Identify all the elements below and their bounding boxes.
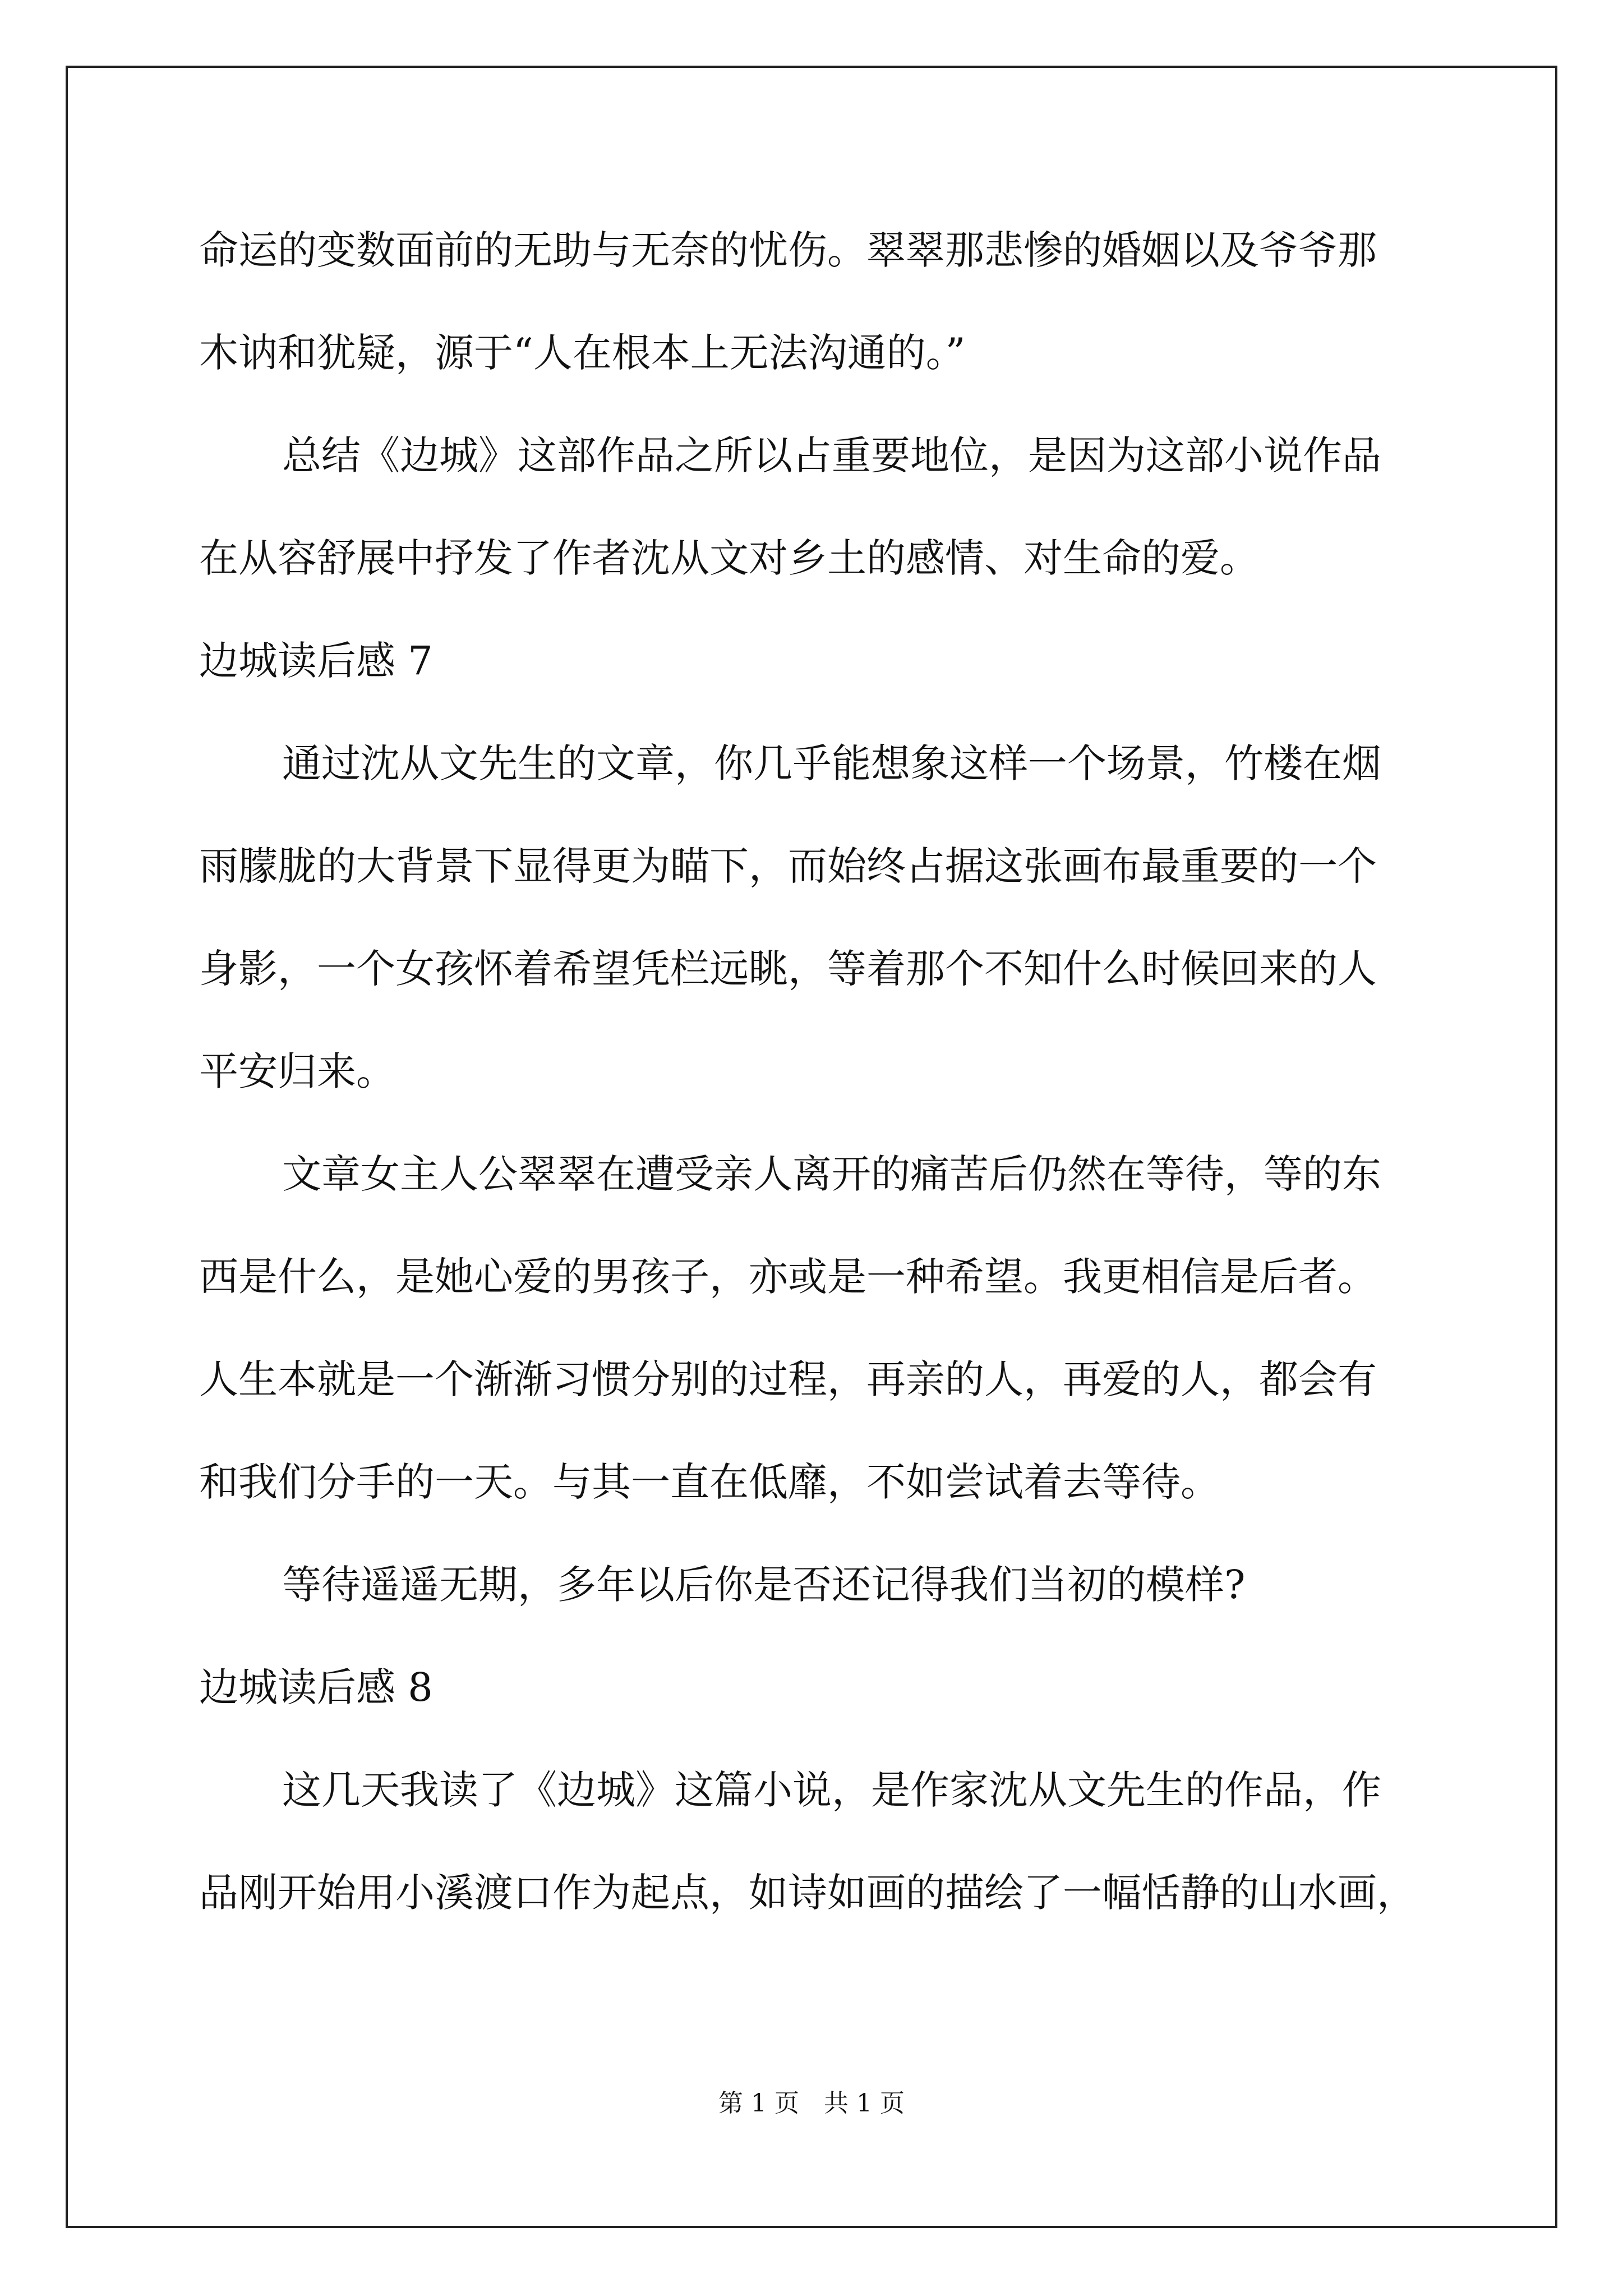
text-line-2: 木讷和犹疑，源于“人在根本上无法沟通的。” xyxy=(199,330,966,376)
text-line-4: 在从容舒展中抒发了作者沈从文对乡土的感情、对生命的爱。 xyxy=(199,535,1259,581)
text-line-11: 西是什么，是她心爱的男孩子，亦或是一种希望。我更相信是后者。 xyxy=(199,1254,1377,1300)
text-line-1: 命运的变数面前的无助与无奈的忧伤。翠翠那悲惨的婚姻以及爷爷那 xyxy=(199,227,1377,273)
text-line-12: 人生本就是一个渐渐习惯分别的过程，再亲的人，再爱的人，都会有 xyxy=(199,1356,1377,1402)
text-line-7: 雨朦胧的大背景下显得更为瞄下，而始终占据这张画布最重要的一个 xyxy=(199,843,1377,889)
text-line-8: 身影，一个女孩怀着希望凭栏远眺，等着那个不知什么时候回来的人 xyxy=(199,946,1377,992)
text-line-16: 这几天我读了《边城》这篇小说，是作家沈从文先生的作品，作 xyxy=(282,1767,1381,1813)
text-line-6: 通过沈从文先生的文章，你几乎能想象这样一个场景，竹楼在烟 xyxy=(282,740,1381,786)
text-line-14: 等待遥遥无期，多年以后你是否还记得我们当初的模样? xyxy=(282,1562,1246,1608)
page-footer: 第 1 页 共 1 页 xyxy=(718,2089,905,2118)
section-heading-8: 边城读后感 8 xyxy=(199,1664,433,1710)
text-line-3: 总结《边城》这部作品之所以占重要地位，是因为这部小说作品 xyxy=(282,432,1381,478)
text-line-10: 文章女主人公翠翠在遭受亲人离开的痛苦后仍然在等待，等的东 xyxy=(282,1151,1381,1197)
text-line-9: 平安归来。 xyxy=(199,1048,395,1094)
text-line-17: 品刚开始用小溪渡口作为起点，如诗如画的描绘了一幅恬静的山水画， xyxy=(199,1870,1416,1916)
document-body xyxy=(199,199,1433,1944)
text-line-13: 和我们分手的一天。与其一直在低靡，不如尝试着去等待。 xyxy=(199,1459,1220,1505)
section-heading-7: 边城读后感 7 xyxy=(199,638,433,684)
